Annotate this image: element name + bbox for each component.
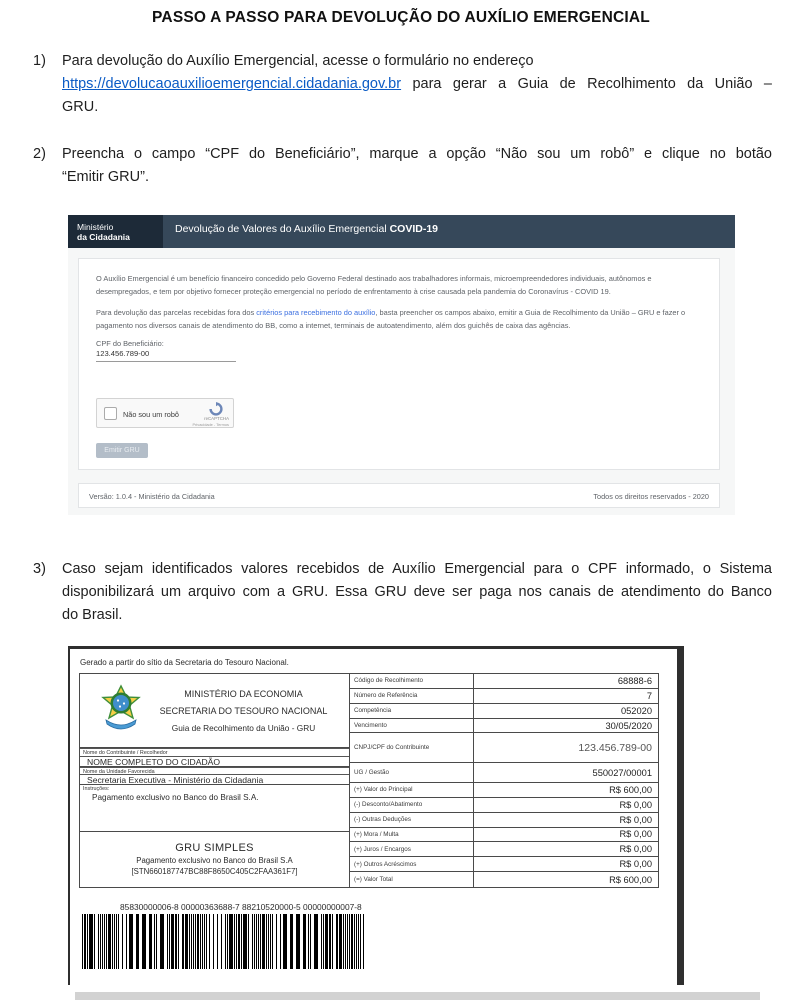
step-3-text: Caso sejam identificados valores recebidos de Auxílio Emergencial para o CPF informado, o Sistema disponibilizará um arquivo com a GRU. Essa GRU deve ser paga nos canais de atendimento do Banco do Brasil.	[62, 561, 772, 623]
recaptcha-privacy-terms-links[interactable]: Privacidade - Termos	[192, 422, 229, 427]
page-title: PASSO A PASSO PARA DEVOLUÇÃO DO AUXÍLIO EMERGENCIAL	[152, 9, 650, 26]
gru-row-valor-principal: (+) Valor do Principal R$ 600,00	[350, 783, 658, 798]
gru-instructions-block: Instruções: Pagamento exclusivo no Banco do Brasil S.A.	[80, 785, 349, 831]
brazil-coat-of-arms-icon	[98, 684, 144, 738]
gru-row-ug-gestao: UG / Gestão 550027/00001	[350, 763, 658, 783]
gru-row-outros-acrescimos: (+) Outros Acréscimos R$ 0,00	[350, 857, 658, 872]
recaptcha-brand-text: reCAPTCHA	[204, 416, 229, 421]
gru-row-vencimento: Vencimento 30/05/2020	[350, 719, 658, 734]
gru-org-text: MINISTÉRIO DA ECONOMIA SECRETARIA DO TESOURO NACIONAL Guia de Recolhimento da União - GRU	[159, 688, 328, 733]
gru-row-referencia: Número de Referência 7	[350, 689, 658, 704]
gru-unit-label: Nome da Unidade Favorecida	[80, 767, 349, 775]
webform-header-bar	[68, 215, 735, 248]
gru-document-screenshot	[68, 646, 684, 985]
gru-row-juros: (+) Juros / Encargos R$ 0,00	[350, 842, 658, 857]
gru-row-desconto: (-) Desconto/Abatimento R$ 0,00	[350, 798, 658, 813]
step-3	[33, 558, 772, 627]
ministerio-cidadania-logo: Ministério da Cidadania	[68, 215, 163, 248]
webform-page-title: Devolução de Valores do Auxílio Emergencial COVID-19	[175, 223, 439, 235]
gru-row-valor-total: (=) Valor Total R$ 600,00	[350, 872, 658, 887]
gru-simples-block: GRU SIMPLES Pagamento exclusivo no Banco do Brasil S.A [STN660187747BC88F8650C405C2FAA361F7]	[131, 842, 298, 877]
barcode-bars	[82, 914, 368, 969]
gru-generated-note: Gerado a partir do sítio da Secretaria do Tesouro Nacional.	[80, 658, 289, 667]
webform-version-text: Versão: 1.0.4 - Ministério da Cidadania	[89, 492, 215, 501]
barcode	[82, 914, 368, 969]
webform-footer	[78, 483, 720, 508]
cpf-input[interactable]: 123.456.789-00	[96, 349, 236, 362]
gru-left-column	[80, 674, 350, 887]
cpf-field-label: CPF do Beneficiário:	[96, 339, 164, 348]
recaptcha-widget	[96, 398, 234, 428]
step-1	[33, 50, 772, 119]
recaptcha-label: Não sou um robô	[123, 410, 179, 419]
webform-card	[78, 258, 720, 470]
webform-rights-text: Todos os direitos reservados - 2020	[593, 492, 709, 501]
step-1-text: Para devolução do Auxílio Emergencial, acesse o formulário no endereço https://devolucaoauxilioemergencial.cidadania.gov.br para gerar a Guia de Recolhimento da União – GRU.	[62, 53, 772, 115]
emitir-gru-button[interactable]: Emitir GRU	[96, 443, 148, 458]
gru-contributor-label: Nome do Contribuinte / Recolhedor	[80, 748, 349, 757]
webform-intro-paragraph-2: Para devolução das parcelas recebidas fora dos critérios para recebimento do auxílio, basta preencher os campos abaixo, emitir a Guia de Recolhimento da União – GRU e fazer o pagamento nos diversos canais de atendimento do BB, como a internet, terminais de autoatendimento, além dos guichês de caixa das agências.	[96, 308, 686, 330]
gru-table	[79, 673, 659, 888]
gru-row-mora-multa: (+) Mora / Multa R$ 0,00	[350, 828, 658, 843]
gru-row-competencia: Competência 052020	[350, 704, 658, 719]
gru-unit-value: Secretaria Executiva - Ministério da Cidadania	[80, 775, 349, 785]
step-2	[33, 143, 772, 189]
gru-org-block	[80, 674, 349, 748]
gru-barcode-digits: 85830000006-8 00000363688-7 88210520000-5 00000000007-8	[120, 902, 362, 912]
step-2-text: Preencha o campo “CPF do Beneficiário”, marque a opção “Não sou um robô” e clique no botão “Emitir GRU”.	[62, 146, 772, 185]
gru-row-codigo: Código de Recolhimento 68888-6	[350, 674, 658, 689]
devolucao-url-link[interactable]: https://devolucaoauxilioemergencial.cidadania.gov.br	[62, 76, 402, 92]
step-2-number: 2)	[33, 146, 46, 162]
recaptcha-icon	[209, 402, 223, 416]
webform-intro-paragraph-1: O Auxílio Emergencial é um benefício financeiro concedido pelo Governo Federal destinado aos trabalhadores informais, microempreendedores individuais, autônomos e desempregados, e tem por objetivo fornecer proteção emergencial no período de enfrentamento à crise causada pela pandemia do Coronavírus - COVID 19.	[96, 274, 652, 296]
webform-screenshot	[68, 215, 735, 515]
bottom-page-edge-strip	[75, 992, 760, 1000]
gru-row-cnpj-cpf: CNPJ/CPF do Contribuinte 123.456.789-00	[350, 733, 658, 763]
gru-values-column	[350, 674, 658, 887]
step-3-number: 3)	[33, 561, 46, 577]
gru-contributor-value: NOME COMPLETO DO CIDADÃO	[80, 757, 349, 767]
gru-row-outras-deducoes: (-) Outras Deduções R$ 0,00	[350, 813, 658, 828]
criterios-link[interactable]: critérios para recebimento do auxílio	[256, 308, 376, 317]
recaptcha-checkbox[interactable]	[104, 407, 117, 420]
step-1-number: 1)	[33, 53, 46, 69]
